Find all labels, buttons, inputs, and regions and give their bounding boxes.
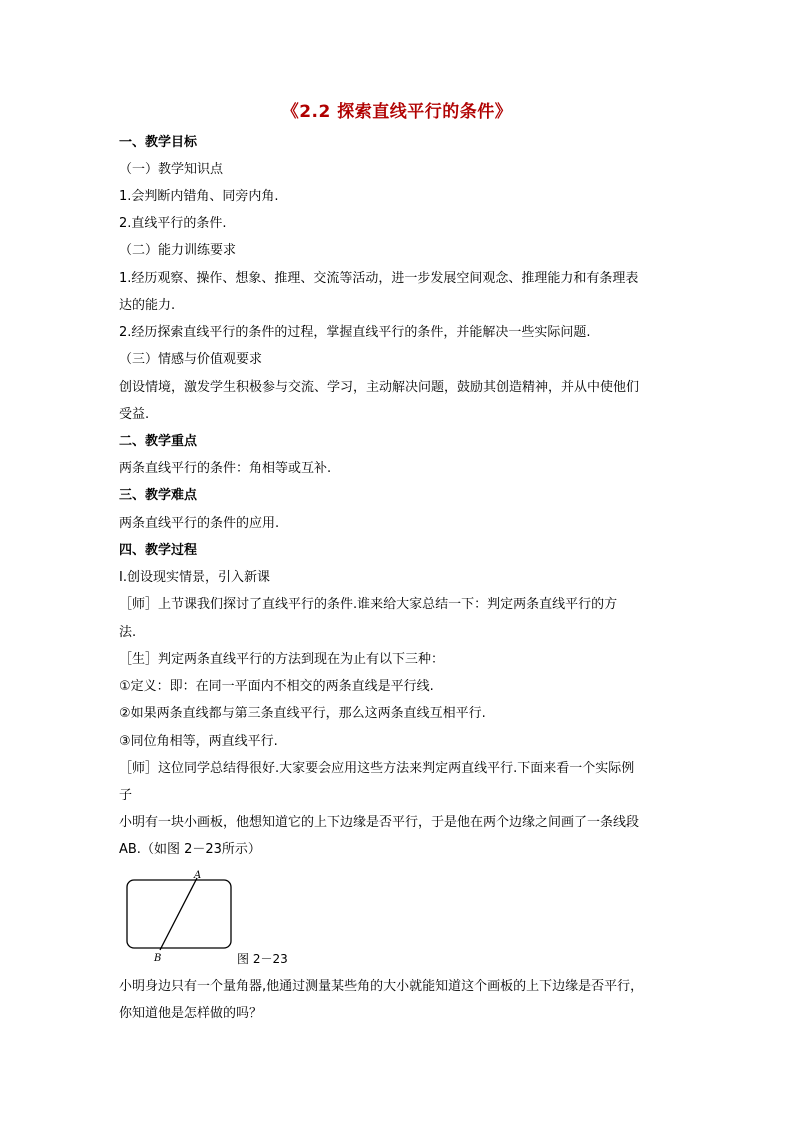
paragraph: 2.直线平行的条件.: [119, 216, 227, 231]
point-a-label: A: [194, 870, 202, 881]
segment-ab: [160, 878, 197, 950]
subheading-values: （三）情感与价值观要求: [119, 352, 263, 367]
paragraph: 你知道他是怎样做的吗？: [119, 1006, 263, 1021]
paragraph: 达的能力.: [119, 298, 176, 313]
heading-teaching-goals: 一、教学目标: [119, 135, 198, 150]
heading-process: 四、教学过程: [119, 543, 198, 558]
paragraph: 两条直线平行的条件的应用.: [119, 516, 280, 531]
heading-difficulties: 三、教学难点: [119, 488, 198, 503]
paragraph: ［生］判定两条直线平行的方法到现在为止有以下三种：: [119, 652, 445, 667]
paragraph: 1.经历观察、操作、想象、推理、交流等活动，进一步发展空间观念、推理能力和有条理表: [119, 271, 639, 286]
document-title: 《2.2 探索直线平行的条件》: [281, 102, 513, 122]
paragraph: ［师］上节课我们探讨了直线平行的条件.谁来给大家总结一下：判定两条直线平行的方: [119, 597, 618, 612]
paragraph: 子: [119, 788, 133, 803]
paragraph: 法.: [119, 625, 137, 640]
paragraph: ②如果两条直线都与第三条直线平行，那么这两条直线互相平行.: [119, 706, 486, 721]
paragraph: 小明有一块小画板，他想知道它的上下边缘是否平行，于是他在两个边缘之间画了一条线段: [119, 815, 640, 830]
paragraph: 小明身边只有一个量角器,他通过测量某些角的大小就能知道这个画板的上下边缘是否平行，: [119, 979, 644, 994]
paragraph: 1.会判断内错角、同旁内角.: [119, 189, 279, 204]
heading-key-points: 二、教学重点: [119, 434, 198, 449]
paragraph: Ⅰ.创设现实情景，引入新课: [119, 570, 270, 585]
paragraph: AB.（如图 2－23所示）: [119, 842, 261, 857]
paragraph: 两条直线平行的条件：角相等或互补.: [119, 461, 332, 476]
figure-caption: 图 2－23: [237, 952, 288, 966]
subheading-ability: （二）能力训练要求: [119, 243, 237, 258]
paragraph: ①定义：即：在同一平面内不相交的两条直线是平行线.: [119, 679, 434, 694]
paragraph: ［师］这位同学总结得很好.大家要会应用这些方法来判定两直线平行.下面来看一个实际例: [119, 761, 635, 776]
point-b-label: B: [154, 953, 162, 964]
paragraph: ③同位角相等，两直线平行.: [119, 734, 278, 749]
paragraph: 2.经历探索直线平行的条件的过程，掌握直线平行的条件，并能解决一些实际问题.: [119, 325, 591, 340]
paragraph: 受益.: [119, 407, 150, 422]
subheading-knowledge: （一）教学知识点: [119, 162, 224, 177]
paragraph: 创设情境，激发学生积极参与交流、学习，主动解决问题，鼓励其创造精神，并从中使他们: [119, 380, 640, 395]
